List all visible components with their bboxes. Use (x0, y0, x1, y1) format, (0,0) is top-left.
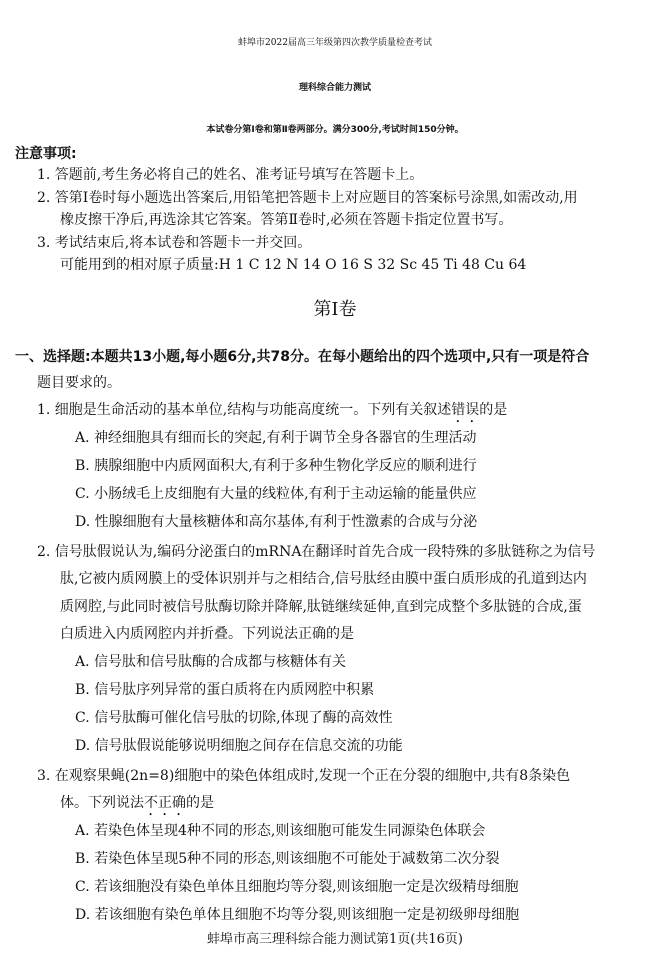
question-3-option-b: B. 若染色体呈现5种不同的形态,则该细胞不可能处于减数第二次分裂 (75, 851, 500, 867)
notice-item-2-line-2: 橡皮擦干净后,再选涂其它答案。答第Ⅱ卷时,必须在答题卡指定位置书写。 (60, 212, 513, 228)
exam-note: 本试卷分第Ⅰ卷和第Ⅱ卷两部分。满分300分,考试时间150分钟。 (206, 125, 464, 135)
question-2-option-a: A. 信号肽和信号肽酶的合成都与核糖体有关 (75, 654, 347, 670)
emphasis-mark: 错误 (451, 402, 480, 418)
section-heading-line-2: 题目要求的。 (37, 375, 121, 391)
section-heading-line-1: 一、选择题:本题共13小题,每小题6分,共78分。在每小题给出的四个选项中,只有一项是符合 (15, 349, 590, 365)
question-1-option-d: D. 性腺细胞有大量核糖体和高尔基体,有利于性激素的合成与分泌 (75, 514, 478, 530)
question-3-option-a: A. 若染色体呈现4种不同的形态,则该细胞可能发生同源染色体联会 (75, 823, 486, 839)
question-3-stem-line-1: 3. 在观察果蝇(2n=8)细胞中的染色体组成时,发现一个正在分裂的细胞中,共有8条染色 (37, 768, 571, 784)
question-2-stem-line-4: 白质进入内质网腔内并折叠。下列说法正确的是 (60, 626, 354, 642)
atomic-masses: 可能用到的相对原子质量:H 1 C 12 N 14 O 16 S 32 Sc 45 Ti 48 Cu 64 (60, 257, 527, 273)
question-2-stem-line-1: 2. 信号肽假说认为,编码分泌蛋白的mRNA在翻译时首先合成一段特殊的多肽链称之为信号 (37, 544, 596, 560)
page-footer: 蚌埠市高三理科综合能力测试第1页(共16页) (207, 932, 463, 947)
question-3-option-d: D. 若该细胞有染色单体且细胞不均等分裂,则该细胞一定是初级卵母细胞 (75, 907, 520, 923)
volume-heading: 第Ⅰ卷 (313, 299, 357, 320)
question-1-option-c: C. 小肠绒毛上皮细胞有大量的线粒体,有利于主动运输的能量供应 (75, 486, 477, 502)
question-3-option-c: C. 若该细胞没有染色单体且细胞均等分裂,则该细胞一定是次级精母细胞 (75, 879, 519, 895)
question-3-stem-line-2: 体。下列说法不正确的是 (60, 795, 214, 811)
question-2-stem-line-3: 质网腔,与此同时被信号肽酶切除并降解,肽链继续延伸,直到完成整个多肽链的合成,蛋 (60, 599, 582, 615)
question-1-option-a: A. 神经细胞具有细而长的突起,有利于调节全身各器官的生理活动 (75, 430, 477, 446)
exam-title: 蚌埠市2022届高三年级第四次教学质量检查考试 (238, 38, 432, 48)
question-2-stem-line-2: 肽,它被内质网膜上的受体识别并与之相结合,信号肽经由膜中蛋白质形成的孔道到达内 (60, 571, 587, 587)
notice-item-1: 1. 答题前,考生务必将自己的姓名、准考证号填写在答题卡上。 (37, 167, 424, 183)
question-2-option-d: D. 信号肽假说能够说明细胞之间存在信息交流的功能 (75, 738, 403, 754)
question-2-option-b: B. 信号肽序列异常的蛋白质将在内质网腔中积累 (75, 682, 375, 698)
question-1-stem: 1. 细胞是生命活动的基本单位,结构与功能高度统一。下列有关叙述错误的是 (37, 402, 508, 418)
exam-subtitle: 理科综合能力测试 (298, 83, 371, 93)
question-2-option-c: C. 信号肽酶可催化信号肽的切除,体现了酶的高效性 (75, 710, 393, 726)
notice-heading: 注意事项: (15, 146, 77, 162)
notice-item-3: 3. 考试结束后,将本试卷和答题卡一并交回。 (37, 235, 312, 251)
notice-item-2-line-1: 2. 答第Ⅰ卷时每小题选出答案后,用铅笔把答题卡上对应题目的答案标号涂黑,如需改动,用 (37, 190, 578, 206)
question-1-option-b: B. 胰腺细胞中内质网面积大,有利于多种生物化学反应的顺利进行 (75, 458, 477, 474)
emphasis-mark: 不正确 (144, 795, 186, 811)
